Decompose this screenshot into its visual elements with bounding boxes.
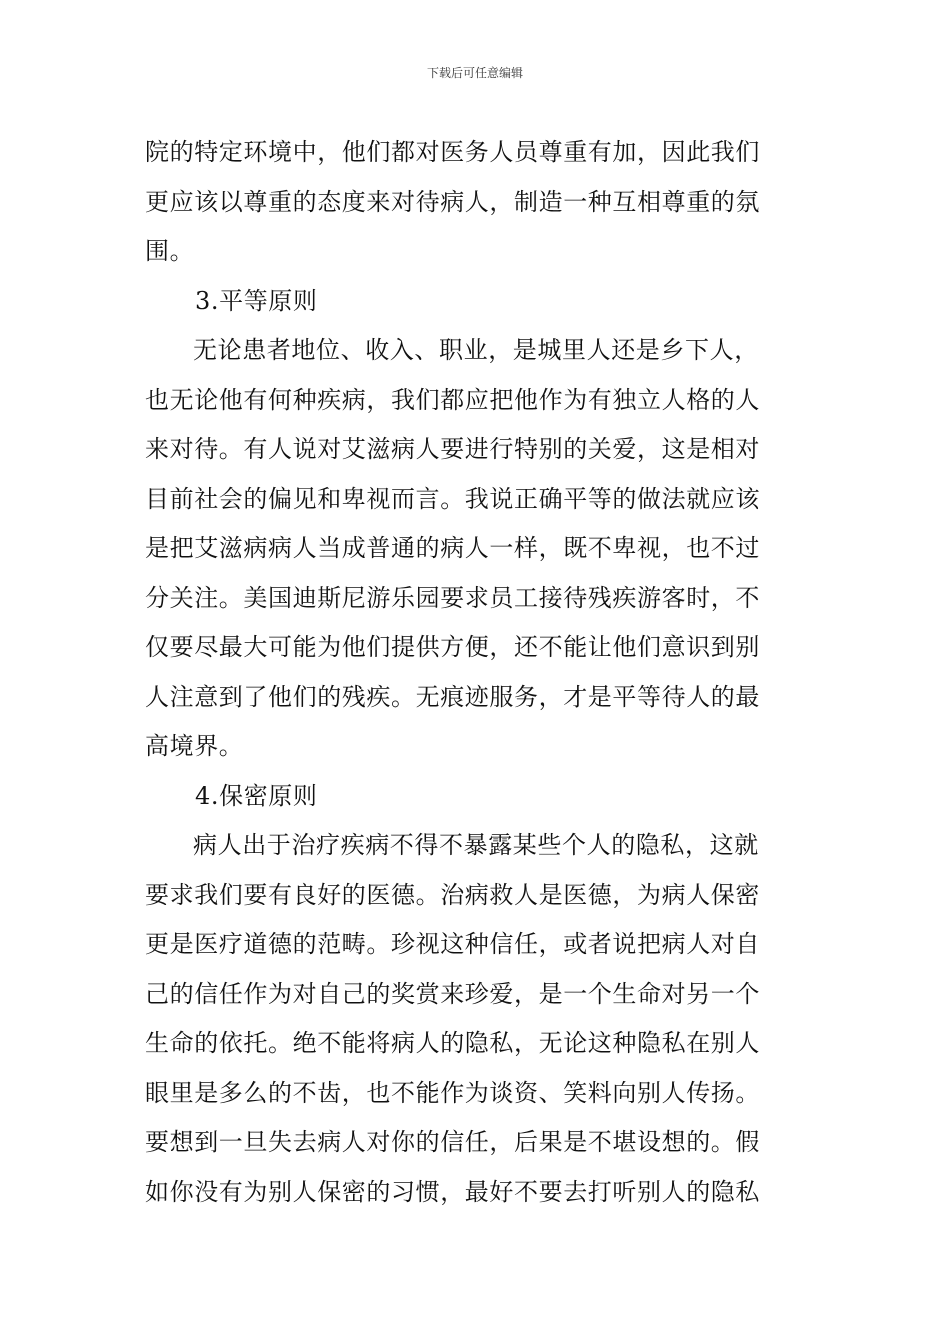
text-line: 仅要尽最大可能为他们提供方便，还不能让他们意识到别 bbox=[145, 633, 760, 661]
text-line: 院的特定环境中，他们都对医务人员尊重有加，因此我们 bbox=[145, 138, 760, 166]
text-line: 来对待。有人说对艾滋病人要进行特别的关爱，这是相对 bbox=[145, 435, 760, 463]
page-header-note: 下载后可任意编辑 bbox=[426, 66, 523, 80]
text-line: 目前社会的偏见和卑视而言。我说正确平等的做法就应该 bbox=[145, 484, 760, 513]
text-line: 围。 bbox=[145, 237, 195, 265]
text-line: 高境界。 bbox=[145, 732, 244, 760]
text-line: 人注意到了他们的残疾。无痕迹服务，才是平等待人的最 bbox=[145, 682, 760, 711]
document-body bbox=[145, 128, 809, 1217]
text-line: 要想到一旦失去病人对你的信任，后果是不堪设想的。假 bbox=[145, 1128, 760, 1156]
text-line: 更应该以尊重的态度来对待病人，制造一种互相尊重的氛 bbox=[145, 187, 760, 216]
paragraph-first-line: 病人出于治疗疾病不得不暴露某些个人的隐私，这就 bbox=[193, 831, 759, 859]
section-heading: 4.保密原则 bbox=[195, 781, 318, 810]
text-line: 分关注。美国迪斯尼游乐园要求员工接待残疾游客时，不 bbox=[145, 583, 760, 612]
text-line: 眼里是多么的不齿，也不能作为谈资、笑料向别人传扬。 bbox=[145, 1078, 760, 1107]
text-line: 是把艾滋病病人当成普通的病人一样，既不卑视，也不过 bbox=[145, 534, 760, 562]
text-line: 己的信任作为对自己的奖赏来珍爱，是一个生命对另一个 bbox=[145, 979, 760, 1008]
text-line: 更是医疗道德的范畴。珍视这种信任，或者说把病人对自 bbox=[145, 930, 760, 958]
paragraph-first-line: 无论患者地位、收入、职业，是城里人还是乡下人， bbox=[193, 336, 759, 364]
text-line: 如你没有为别人保密的习惯，最好不要去打听别人的隐私 bbox=[145, 1177, 760, 1206]
text-line: 也无论他有何种疾病，我们都应把他作为有独立人格的人 bbox=[145, 385, 760, 414]
section-heading: 3.平等原则 bbox=[195, 286, 318, 315]
text-line: 生命的依托。绝不能将病人的隐私，无论这种隐私在别人 bbox=[145, 1029, 760, 1057]
text-line: 要求我们要有良好的医德。治病救人是医德，为病人保密 bbox=[145, 880, 760, 909]
